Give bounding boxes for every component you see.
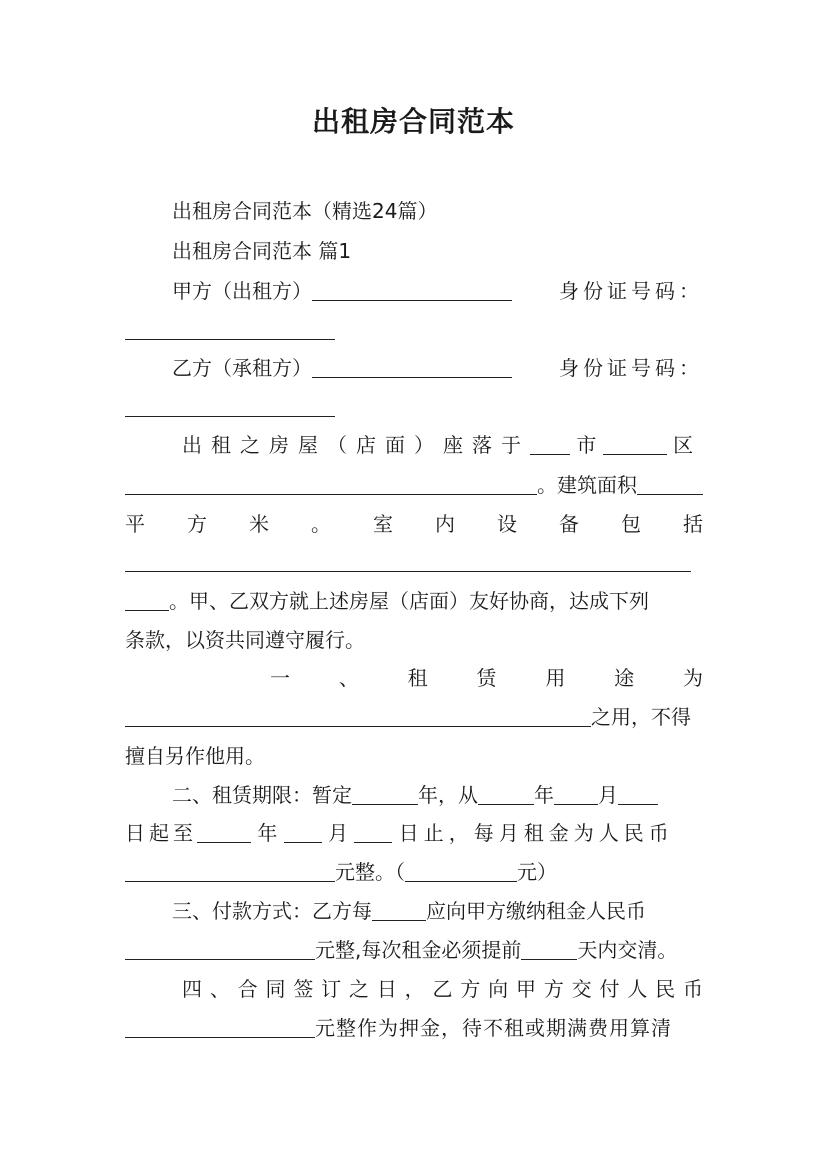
rent-digits-blank	[405, 861, 517, 882]
start-year-label: 年	[534, 783, 554, 807]
district-label: 区	[673, 433, 694, 457]
agreement-line	[125, 587, 703, 615]
clause-4-line-2	[125, 1014, 703, 1042]
end-year-blank	[197, 822, 251, 843]
party-a-id-label: 身份证号码：	[559, 279, 703, 303]
rent-amount-blank	[125, 861, 335, 882]
city-blank	[603, 434, 667, 455]
payment-amount-blank	[125, 939, 315, 960]
party-a-line	[172, 277, 703, 305]
end-day-blank	[354, 822, 392, 843]
end-date-label: 日起至	[125, 821, 197, 845]
clause-3-line	[172, 897, 703, 925]
clause-1-end: 擅自另作他用。	[125, 744, 265, 768]
address-line	[182, 431, 703, 459]
equipment-blank-line	[125, 548, 703, 576]
agreement-line-2: 条款，以资共同遵守履行。	[125, 628, 365, 652]
term-label: 二、租赁期限：暂定	[172, 783, 352, 807]
payment-days-suffix: 天内交清。	[577, 938, 678, 962]
party-a-name-blank	[312, 280, 512, 301]
rent-amount-suffix: 元整。（	[335, 860, 405, 884]
equipment-blank	[125, 551, 691, 572]
clause-2-line-3	[125, 858, 703, 886]
area-label: 。建筑面积	[537, 473, 637, 497]
city-label: 市	[576, 433, 597, 457]
payment-advance-text: 元整,每次租金必须提前	[315, 938, 522, 962]
clause-3-line-2	[125, 936, 703, 964]
start-month-label: 月	[598, 783, 618, 807]
start-year-blank	[478, 784, 534, 805]
party-b-id-blank	[125, 396, 335, 417]
term-year-from: 年，从	[418, 783, 478, 807]
term-years-blank	[352, 784, 418, 805]
party-a-id-blank	[125, 319, 335, 340]
party-b-label: 乙方（承租方）	[172, 356, 312, 380]
start-month-blank	[554, 784, 598, 805]
location-blank-1	[530, 434, 570, 455]
party-a-id-line	[125, 316, 703, 344]
monthly-rent-label: 日止，每月租金为人民币	[398, 821, 674, 845]
subtitle-line: 出租房合同范本（精选24篇）	[172, 199, 438, 223]
payment-period-blank	[372, 900, 426, 921]
party-b-name-blank	[312, 357, 512, 378]
rent-digits-suffix: 元）	[517, 860, 557, 884]
end-year-label: 年	[257, 821, 278, 845]
party-b-id-label: 身份证号码：	[559, 356, 703, 380]
equipment-line: 平方米。室内设备包括	[125, 512, 703, 536]
clause-1-purpose-line	[125, 703, 703, 731]
party-b-id-line	[125, 393, 703, 421]
start-day-blank	[618, 784, 658, 805]
clause-2-line-2	[125, 819, 703, 847]
payment-text: 应向甲方缴纳租金人民币	[426, 899, 646, 923]
payment-label: 三、付款方式：乙方每	[172, 899, 372, 923]
address-label: 出租之房屋（店面）座落于	[182, 433, 530, 457]
address-blank	[125, 474, 537, 495]
party-a-label: 甲方（出租方）	[172, 279, 312, 303]
end-month-blank	[284, 822, 322, 843]
area-line	[125, 471, 703, 499]
area-blank	[637, 474, 703, 495]
clause-2-line	[172, 781, 703, 809]
purpose-blank	[125, 706, 591, 727]
purpose-suffix: 之用，不得	[591, 705, 691, 729]
party-b-line	[172, 354, 703, 382]
payment-days-blank	[521, 939, 577, 960]
end-month-label: 月	[328, 821, 349, 845]
clause-4-line: 四、合同签订之日，乙方向甲方交付人民币	[182, 977, 703, 1001]
section-heading: 出租房合同范本 篇1	[172, 239, 352, 263]
agreement-text: 。甲、乙双方就上述房屋（店面）友好协商，达成下列	[169, 589, 649, 613]
deposit-text: 元整作为押金，待不租或期满费用算清	[315, 1016, 672, 1040]
equipment-blank-end	[125, 590, 169, 611]
document-title: 出租房合同范本	[311, 105, 515, 138]
deposit-amount-blank	[125, 1017, 315, 1038]
clause-1-line: 一、租赁用途为	[270, 666, 703, 690]
